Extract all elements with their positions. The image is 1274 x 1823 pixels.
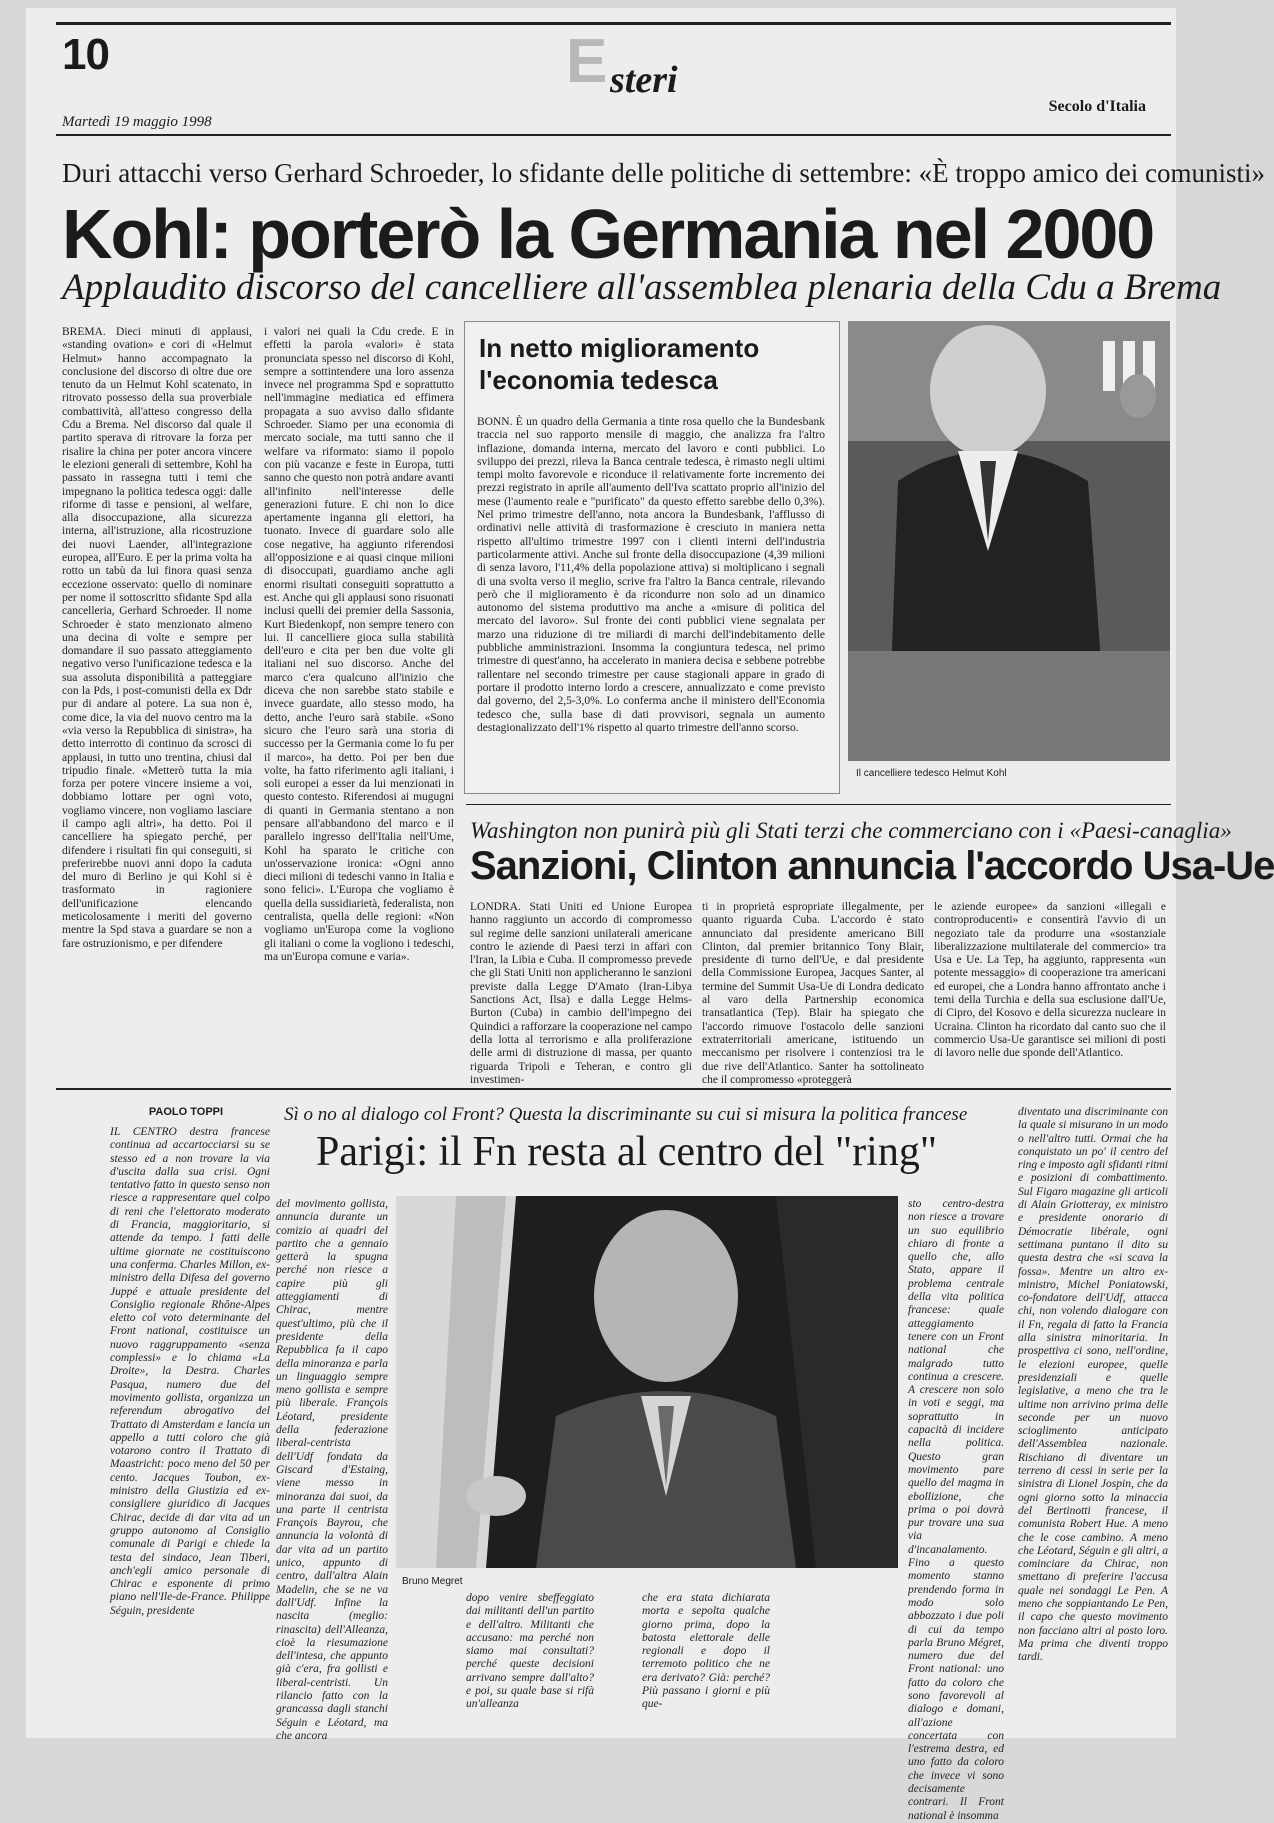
newspaper-page (26, 8, 1274, 1822)
issue-date: Martedì 19 maggio 1998 (62, 114, 212, 130)
masthead: Secolo d'Italia (1048, 98, 1146, 115)
economy-sidebar-text: BONN. È un quadro della Germania a tinte rosa quello che la Bundesbank traccia nel suo rapporto mensile di maggio, che analizza fra l'altro inflazione, domanda interna, mercato del lavoro e conti pubblici. Lo sviluppo dei prezzi, rileva la Banca centrale tedesca, è rimasto negli ultimi tempi molto favorevole e riconduce il relativamente forte incremento dei prezzi registrato in aprile all'aumento dell'Iva scattato proprio all'inizio del mese (l'aumento reale e "purificato" da questo effetto sarebbe dello 0,3%). Nel primo trimestre dell'anno, nota ancora la Bundesbank, l'afflusso di ordinativi nelle attività di trasformazione è cresciuto in maniera netta rispetto all'ultimo trimestre 1997 con i clienti interni dell'industria particolarmente attivi. Anche sul fronte della disoccupazione (4,39 milioni di senza lavoro, l'11,4% della popolazione attiva) si moltiplicano i segnali di una svolta verso il meglio, scrive fra l'altro la Banca centrale, rilevando però che il miglioramento è da ricondurre non solo ad un dinamico autonomo del sistema produttivo ma anche a «misure di politica del mercato del lavoro». Sul fronte dei conti pubblici viene segnalata per marzo una riduzione di tre miliardi di marchi dell'indebitamento delle pubbliche amministrazioni. Insomma la congiuntura tedesca, nel primo trimestre di quest'anno, ha accelerato in maniera decisa e sebbene potrebbe rallentare nel secondo trimestre per cause stagionali appare in grado di portare il prodotto interno lordo a crescere, annualizzato e come previsto dal governo, del 2,5-3,0%. Lo conferma anche il ministero dell'Economia tedesco che, sulla base di dati provvisori, segnala un aumento destagionalizzato dell'1% rispetto al quarto trimestre dell'anno scorso. (477, 416, 825, 734)
megret-photo-caption: Bruno Megret (402, 1576, 463, 1587)
megret-photo-image (396, 1196, 898, 1568)
fn-byline: PAOLO TOPPI (148, 1106, 224, 1118)
top-rule (56, 22, 1171, 25)
fn-column-6: diventato una discriminante con la quale si misurano in un modo o nell'altro tutti. Ormai che ha conquistato un po' il centro del ring e imposto agli sfidanti ritmi e posizioni di combattimento. Sul Figaro magazine gli articoli di Alain Griotteray, ex ministro e presidente onorario di Démocratie libérale, ogni settimana puntano il dito su questa destra che «si scava la fossa». Mentre un altro ex-ministro, Michel Poniatowski, co-fondatore dell'Udf, attacca chi, non volendo dialogare con il Fn, regala di fatto la Francia alla sinistra minoritaria. In prospettiva ci sono, nell'ordine, le elezioni europee, quelle presidenziali e quelle legislative, a meno che tra le ultime non arrivino prima delle seconde per un nuovo scioglimento anticipato dell'Assemblea nazionale. Rischiano di diventare un terreno di cessi in serie per la sinistra di Lionel Jospin, che da ogni giorno sotto la minaccia del Bertinotti francese, il comunista Robert Hue. A meno che le cose cambino. A meno che Léotard, Séguin e gli altri, a cominciare da Chirac, non smettano di preferire l'accusa quale nei sondaggi Le Pen. A meno che soppiantando Le Pen, il capo che questo movimento non facciano altri al posto loro. Ma prima che diventi troppo tardi. (1018, 1106, 1168, 1664)
kohl-photo-caption: Il cancelliere tedesco Helmut Kohl (856, 768, 1007, 779)
fn-column-4: che era stata dichiarata morta e sepolta qualche giorno prima, dopo la batosta elettorale delle regionali e dopo il terremoto politico che ne era derivato? Già: perché? Più passano i giorni e più que- (642, 1592, 770, 1711)
kohl-kicker: Duri attacchi verso Gerhard Schroeder, lo sfidante delle politiche di settembre: «È troppo amico dei comunisti» (62, 158, 1266, 188)
header-rule (56, 134, 1171, 136)
clinton-column-2: ti in proprietà espropriate illegalmente, per quanto riguarda Cuba. L'accordo è stato annunciato dal presidente americano Bill Clinton, dal premier britannico Tony Blair, presidente di turno dell'Ue, e dal presidente della Commissione Europea, Jacques Santer, al termine del Summit Usa-Ue di Londra dedicato al varo della Partnership economica transatlantica (Tep). Blair ha spiegato che l'accordo rimuove l'ostacolo delle sanzioni extraterritoriali americane, istituendo un meccanismo per risolvere i contenziosi tra le due rive dell'Atlantico. Santer ha sottolineato che il compromesso «proteggerà (702, 901, 924, 1086)
section-initial: E (566, 27, 608, 96)
fn-top-rule (56, 1088, 1171, 1090)
kohl-column-2: i valori nei quali la Cdu crede. E in effetti la parola «valori» è stata pronunciata spesso nel discorso di Kohl, sempre a sottintendere una loro assenza invece nel programma Spd e soprattutto nell'immagine mediatica ed effimera propagata a suo avviso dallo sfidante Schroeder. Siamo per una economia di mercato sociale, ma tutti sanno che il welfare va riformato: siamo il popolo con più vacanze e feste in Europa, tutti sanno che questo non potrà andare avanti all'infinito nell'interesse delle generazioni future. E chi non lo dice apertamente inganna gli elettori, ha tuonato. Invece di guardare solo alle cose negative, ha aggiunto riferendosi all'opposizione e ai quasi cinque milioni di disoccupati, guardiamo anche agli enormi risultati conseguiti soprattutto a est. Anche qui gli applausi sono risuonati inclusi quelli dei premier della Sassonia, Kurt Biedenkopf, non sempre tenero con lui. Il cancelliere gioca sulla stabilità dell'euro e cita per ben due volte gli italiani nel suo discorso. Anche del marco c'era qualcuno all'inizio che diceva che non sarebbe stato stabile e invece guardate, allo stesso modo, ha detto, anche l'euro sarà stabile. «Sono sicuro che l'euro sarà una storia di successo per la Germania come lo fu per il marco», ha detto. Poi per ben due volte, ha fatto riferimento agli italiani, i soli europei a esser da lui menzionati in questo contesto. Riferendosi ai mugugni di quanti in Germania stentano a non pensare all'abbandono del marco e il parallelo ingresso dell'Italia nell'Ume, Kohl ha sparato le critiche con un'osservazione ironica: «Ogni anno dieci milioni di tedeschi vanno in Italia e sono felici». L'Europa che vogliamo è quella della sussidiarietà, federalista, non centralista, quella delle regioni: «Non vogliamo un'Europa come la vogliono gli italiani o come la vogliono i tedeschi, ma un'Europa comune e varia». (264, 326, 454, 963)
kohl-subhead: Applaudito discorso del cancelliere all'assemblea plenaria della Cdu a Brema (62, 267, 1222, 308)
section-title: steri (610, 59, 678, 101)
fn-kicker: Sì o no al dialogo col Front? Questa la discriminante su cui si misura la politica francese (284, 1104, 968, 1125)
economy-sidebar (464, 321, 840, 794)
kohl-headline: Kohl: porterò la Germania nel 2000 (62, 195, 1154, 273)
fn-column-2: del movimento gollista, annuncia durante un comizio ai quadri del partito che a gennaio getterà la spugna perché non riesce a capire più gli atteggiamenti di Chirac, mentre quest'ultimo, più che il presidente della Repubblica fa il capo della minoranza e parla un linguaggio sempre meno gollista e sempre più liberale. François Léotard, presidente della federazione liberal-centrista dell'Udf fondata da Giscard d'Estaing, viene messo in minoranza dai suoi, da una parte il centrista François Bayrou, che annuncia la volontà di dar vita ad un partito unico, appunto di centro, dall'altra Alain Madelin, che se ne va dall'Udf. Infine la nascita (meglio: rinascita) dell'Alleanza, cioè la riesumazione dell'intesa, che appunto già c'era, fra gollisti e liberal-centristi. Un rilancio fatto con la grancassa dagli stanchi Séguin e Léotard, ma che ancora (276, 1198, 388, 1742)
clinton-top-rule (466, 804, 1171, 805)
kohl-photo (848, 321, 1170, 761)
clinton-column-3: le aziende europee» da sanzioni «illegali e controproducenti» e consentirà l'avvio di un negoziato tale da produrre una «sostanziale liberalizzazione multilaterale del commercio» tra Usa e Ue. La Tep, ha aggiunto, rappresenta «un potente messaggio» di cooperazione tra americani ed europei, che a Londra hanno affrontato anche i temi della Turchia e della sua esclusione dall'Ue, di Cipro, del Kosovo e della sicurezza nucleare in Ucraina. Clinton ha ricordato dal canto suo che il commercio Usa-Ue garantisce sei milioni di posti di lavoro nelle due sponde dell'Atlantico. (934, 901, 1166, 1060)
clinton-kicker: Washington non punirà più gli Stati terzi che commerciano con i «Paesi-canaglia» (470, 818, 1232, 843)
fn-column-1: IL CENTRO destra francese continua ad accartocciarsi su se stesso ed a non trovare la via d'uscita dalla sua crisi. Ogni tentativo fatto in questo senso non riesce a rappresentare quel colpo di reni che l'elettorato moderato di Francia, maggioritario, si attende da tempo. I fatti delle ultime giornate ne costituiscono una conferma. Charles Millon, ex-ministro della Difesa del governo Juppé e attuale presidente del Consiglio regionale Rhône-Alpes eletto col voto determinante del Front national, costituisce un nuovo raggruppamento «senza complessi» e lo chiama «La Droite», la Destra. Charles Pasqua, numero due del movimento gollista, organizza un referendum abrogativo del Trattato di Amsterdam e lancia un appello a tutti coloro che già votarono contro il Trattato di Maastricht: poco meno del 50 per cento. Jacques Toubon, ex-ministro della Giustizia ed ex-consigliere giuridico di Jacques Chirac, decide di dar vita ad un gruppo autonomo al Consiglio comunale di Parigi e chiede la testa del sindaco, Jean Tiberi, anch'egli amico personale di Chirac e esponente di primo piano nell'Ile-de-France. Philippe Séguin, presidente (110, 1126, 270, 1617)
kohl-column-1: BREMA. Dieci minuti di applausi, «standing ovation» e cori di «Helmut Helmut» hanno accompagnato la conclusione del discorso di oltre due ore tenuto da un Helmut Kohl scatenato, in ritrovato possesso della sua proverbiale combattività, all'atteso congresso della Cdu a Brema. Nel discorso dal quale il partito sperava di ritrovare la forza per risalire la china per poter ancora vincere le elezioni generali di settembre, Kohl ha passato in rassegna tutti i temi che impegnano la politica tedesca oggi: dalle riforme di tasse e pensioni, al welfare, alla disoccupazione, alla sicurezza interna, all'istruzione, alla ricostruzione dei nuovi Laender, all'integrazione europea, all'Euro. E per la prima volta ha rotto un tabù da lui finora quasi senza eccezione osservato: quello di nominare per nome il sottoscritto sfidante Spd alla cancelleria, Gerhard Schroeder. Il nome Schroeder è stato menzionato almeno una decina di volte e sempre per domandare il suo passato atteggiamento negativo verso l'unificazione tedesca e la sua assoluta disponibilità a patteggiare con la Pds, i post-comunisti della ex Ddr pur di andare al potere. La sua non è, come dice, la via del nuovo centro ma la «via verso la Repubblica di sinistra», ha detto interrotto di continuo da scrosci di applausi, in tutto uno trentina, chiusi dal tripudio finale. «Metterò tutta la mia forza per potere vincere insieme a voi, dobbiamo lottare per ogni voto, vogliamo vincere, non vogliamo lasciare il campo agli altri», ha detto. Poi il cancelliere ha spiegato perché, per difendere i risultati fin qui conseguiti, si preferirebbe nuovi anni dopo la caduta del muro di Berlino je qui Kohl si è trasformato in ragioniere dell'unificazione elencando meticolosamente i meriti del governo mentre la Spd stava a guardare se non a fare ostruzionismo, e per difendere (62, 326, 252, 950)
page-number: 10 (62, 30, 109, 79)
fn-column-5: sto centro-destra non riesce a trovare un suo equilibrio chiaro di fronte a quello che, allo Stato, appare il problema centrale della vita politica francese: quale atteggiamento tenere con un Front national che malgrado tutto continua a crescere. A crescere non solo in voti e seggi, ma soprattutto in capacità di incidere nella politica. Questo gran movimento pare quello del magma in ebollizione, che prima o poi dovrà pur trovare una sua via d'incanalamento. Fino a questo momento stanno prendendo forma in modo solo abbozzato i due poli di cui da tempo parla Bruno Mégret, numero due del Front national: uno fatto da coloro che sono favorevoli al dialogo e domani, all'azione concertata con l'estrema destra, ed uno fatto da coloro che invece vi sono decisamente contrari. Il Front national è insomma (908, 1198, 1004, 1822)
kohl-photo-image (848, 321, 1170, 761)
clinton-headline: Sanzioni, Clinton annuncia l'accordo Usa-Ue (470, 844, 1274, 888)
megret-photo (396, 1196, 898, 1568)
clinton-column-1: LONDRA. Stati Uniti ed Unione Europea hanno raggiunto un accordo di compromesso sul regime delle sanzioni unilaterali americane contro le aziende di Paesi terzi in affari con l'Iran, la Libia e Cuba. Il compromesso prevede che gli Stati Uniti non applicheranno le sanzioni previste dalla Legge D'Amato (Iran-Libya Sanctions Act, Ilsa) e dalla Legge Helms-Burton (Cuba) in cambio dell'impegno dei Quindici a rafforzare la cooperazione nel campo della lotta al terrorismo e alla proliferazione delle armi di distruzione di massa, per quanto riguarda Tripoli e Teheran, e contro gli investimen- (470, 901, 693, 1086)
fn-column-3: dopo venire sbeffeggiato dai militanti dell'un partito e dell'altro. Militanti che accusano: ma perché non siamo mai consultati? perché queste decisioni arrivano sempre dall'alto? e poi, su quale base si rifà un'alleanza (466, 1592, 594, 1711)
economy-sidebar-title: In netto miglioramento l'economia tedesca (479, 333, 760, 395)
fn-headline: Parigi: il Fn resta al centro del "ring" (316, 1129, 937, 1175)
